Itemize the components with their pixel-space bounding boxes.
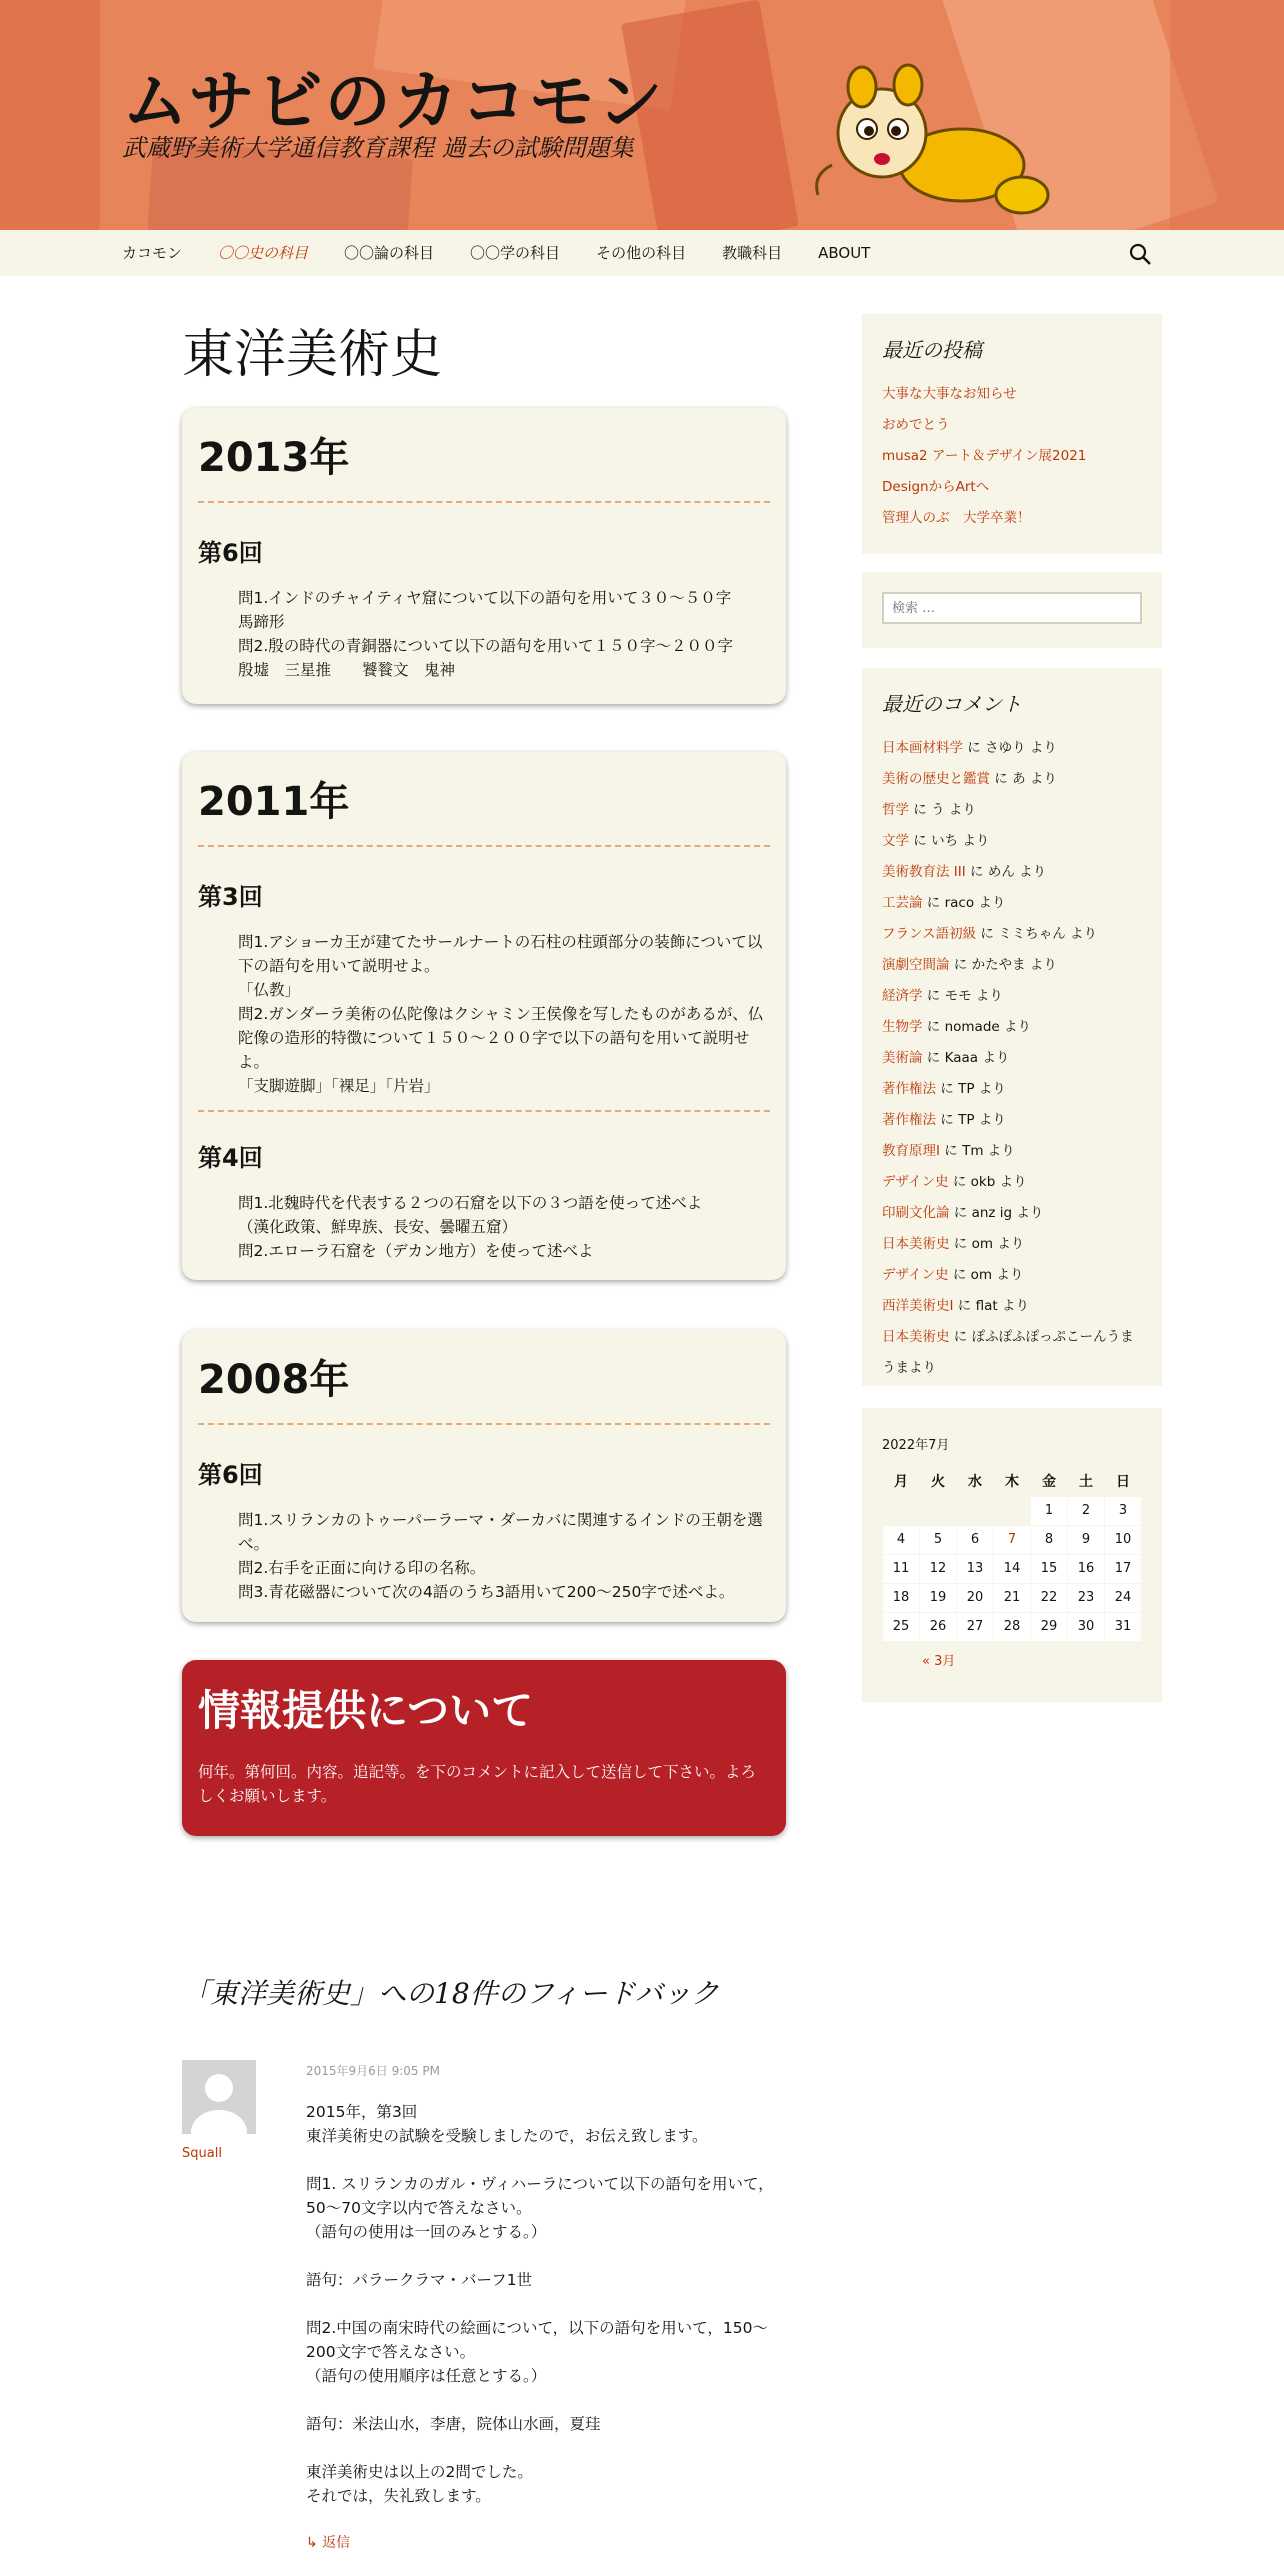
header-book-cover — [1170, 0, 1284, 230]
comment-line: 東洋美術史の試験を受験しましたので，お伝え致します。 — [306, 2127, 708, 2145]
calendar-day: 31 — [1105, 1612, 1142, 1641]
comment-blank-line — [306, 2388, 792, 2412]
calendar-day: 4 — [883, 1525, 920, 1554]
exam-session — [198, 503, 770, 682]
recent-comment-meta — [923, 1019, 1032, 1035]
question-line: （漢化政策、鮮卑族、長安、曇曜五窟） — [238, 1218, 518, 1236]
recent-comment-post-link[interactable]: 日本美術史 — [882, 1236, 950, 1252]
question-list — [198, 930, 770, 1098]
calendar-day: 24 — [1105, 1583, 1142, 1612]
question-line: 問2.エローラ石窟を（デカン地方）を使って述べよ — [238, 1242, 594, 1260]
calendar-day — [957, 1496, 994, 1525]
comment-line: 語句：パラークラマ・バーフ1世 — [306, 2271, 533, 2289]
exam-session — [198, 1425, 770, 1604]
recent-comment-meta — [936, 1081, 1006, 1097]
comment-line: 問1. スリランカのガル・ヴィハーラについて以下の語句を用いて，50〜70文字以内で答えなさい。 — [306, 2175, 774, 2217]
recent-comment-item — [882, 1167, 1142, 1198]
calendar-day — [994, 1496, 1031, 1525]
recent-comment-post-link[interactable]: 生物学 — [882, 1019, 923, 1035]
recent-comment-post-link[interactable]: 哲学 — [882, 802, 909, 818]
recent-comment-item — [882, 888, 1142, 919]
recent-comment-post-link[interactable]: 美術論 — [882, 1050, 923, 1066]
recent-comment-author: Kaaa — [944, 1050, 979, 1066]
question-line: 問1.スリランカのトゥーパーラーマ・ダーカバに関連するインドの王朝を選べ。 — [238, 1511, 763, 1553]
calendar-day: 10 — [1105, 1525, 1142, 1554]
recent-post-link[interactable]: DesignからArtへ — [882, 479, 990, 495]
question-line: 問2.ガンダーラ美術の仏陀像はクシャミン王侯像を写したものがあるが、仏陀像の造形的特徴について１５０～２００字で以下の語句を用いて説明せよ。 — [238, 1005, 764, 1071]
recent-comment-author: om — [970, 1267, 993, 1283]
recent-comment-connector: に — [953, 957, 968, 973]
calendar-day: 16 — [1068, 1554, 1105, 1583]
card-year: 2011年 — [198, 770, 770, 847]
calendar-day: 13 — [957, 1554, 994, 1583]
recent-comment-connector: に — [953, 1329, 968, 1345]
recent-comment-author: TP — [958, 1081, 975, 1097]
recent-comment-item — [882, 1322, 1142, 1384]
recent-comment-post-link[interactable]: 文学 — [882, 833, 909, 849]
nav-item[interactable]: ABOUT — [818, 244, 871, 262]
calendar-week — [883, 1554, 1142, 1583]
recent-comment-author: anz ig — [971, 1205, 1013, 1221]
calendar-weekday: 月 — [894, 1474, 908, 1491]
question-list — [198, 1191, 770, 1263]
recent-comment-post-link[interactable]: デザイン史 — [882, 1267, 949, 1283]
recent-comment-post-link[interactable]: 著作権法 — [882, 1112, 936, 1128]
site-title[interactable]: ムサビのカコモン — [122, 63, 665, 140]
recent-comment-meta — [966, 864, 1046, 880]
calendar-weekday: 木 — [1005, 1474, 1019, 1491]
recent-comment-suffix: より — [982, 1050, 1010, 1066]
nav-item[interactable]: 教職科目 — [722, 244, 783, 262]
comments-title: 「東洋美術史」への18件のフィードバック — [182, 1977, 719, 2010]
recent-posts-title: 最近の投稿 — [882, 338, 982, 362]
calendar-day: 19 — [920, 1583, 957, 1612]
calendar-weekday: 火 — [931, 1474, 945, 1491]
calendar-prev-month-link[interactable]: « 3月 — [922, 1653, 956, 1669]
recent-comment-author: う — [931, 802, 945, 818]
recent-comment-author: nomade — [944, 1019, 1000, 1035]
exam-session — [198, 1110, 770, 1263]
question-line: 「仏教」 — [238, 981, 301, 999]
site-description: 武蔵野美術大学通信教育課程 過去の試験問題集 — [122, 134, 634, 162]
nav-menu — [104, 230, 888, 276]
main-navigation — [0, 230, 1284, 276]
calendar-day: 21 — [994, 1583, 1031, 1612]
recent-comment-meta — [976, 926, 1097, 942]
recent-post-link[interactable]: おめでとう — [882, 417, 950, 433]
recent-comment-suffix: より — [987, 1143, 1015, 1159]
info-body: 何年。第何回。内容。追記等。を下のコメントに記入して送信して下さい。よろしくお願いします。 — [198, 1763, 757, 1805]
recent-comment-item — [882, 1105, 1142, 1136]
recent-comment-author: いち — [931, 833, 959, 849]
recent-comment-suffix: より — [1019, 864, 1047, 880]
question-line: 問1.アショーカ王が建てたサールナートの石柱の柱頭部分の装飾について以下の語句を用いて説明せよ。 — [238, 933, 763, 975]
calendar-day: 8 — [1031, 1525, 1068, 1554]
question-line: 問2.右手を正面に向ける印の名称。 — [238, 1559, 486, 1577]
nav-item[interactable]: 〇〇学の科目 — [470, 244, 561, 262]
calendar-week — [883, 1612, 1142, 1641]
recent-comments-title: 最近のコメント — [882, 692, 1022, 716]
recent-comment-suffix: より — [1004, 1019, 1032, 1035]
recent-comment-meta — [936, 1112, 1006, 1128]
recent-post-link[interactable]: 管理人のぶ 大学卒業！ — [882, 510, 1031, 526]
info-title: 情報提供について — [198, 1686, 534, 1735]
recent-comment-post-link[interactable]: 演劇空間論 — [882, 957, 950, 973]
recent-comment-author: flat — [975, 1298, 998, 1314]
recent-comment-item — [882, 733, 1142, 764]
recent-comment-meta — [949, 1174, 1027, 1190]
comment-line: それでは，失礼致します。 — [306, 2487, 491, 2505]
recent-comment-author: okb — [970, 1174, 996, 1190]
recent-comment-author: TP — [958, 1112, 975, 1128]
header-book-cover — [0, 0, 100, 230]
calendar-day: 3 — [1105, 1496, 1142, 1525]
recent-comment-item — [882, 857, 1142, 888]
recent-post-link[interactable]: musa2 アート＆デザイン展2021 — [882, 448, 1087, 464]
recent-comment-suffix: より — [948, 802, 976, 818]
calendar-days — [883, 1496, 1142, 1641]
calendar-day: 18 — [883, 1583, 920, 1612]
recent-comment-item — [882, 1291, 1142, 1322]
recent-comment-suffix: より — [978, 1112, 1006, 1128]
question-line: 殷墟 三星推 饕餮文 鬼神 — [238, 661, 456, 679]
recent-comment-connector: に — [926, 1050, 941, 1066]
mascot-flying-squirrel-icon — [812, 55, 1052, 225]
site-header — [0, 0, 1284, 230]
recent-comment-post-link[interactable]: 西洋美術史Ⅰ — [882, 1298, 954, 1314]
info-box — [182, 1660, 786, 1836]
recent-comment-author: モモ — [944, 988, 972, 1004]
question-line: 馬蹄形 — [238, 613, 285, 631]
calendar-day: 20 — [957, 1583, 994, 1612]
calendar-weekday: 土 — [1079, 1474, 1093, 1491]
recent-comment-author: raco — [944, 895, 975, 911]
calendar-weekday: 水 — [968, 1474, 982, 1491]
calendar-day: 6 — [957, 1525, 994, 1554]
exam-session — [198, 847, 770, 1098]
recent-comment-item — [882, 919, 1142, 950]
comment-body — [306, 2100, 792, 2508]
recent-comment-author: om — [971, 1236, 994, 1252]
page-title: 東洋美術史 — [182, 325, 443, 385]
recent-comment-connector: に — [926, 988, 941, 1004]
question-list — [198, 1508, 770, 1604]
calendar-weekdays — [883, 1467, 1142, 1496]
calendar-day: 30 — [1068, 1612, 1105, 1641]
recent-comment-meta — [923, 895, 1006, 911]
question-line: 問1.北魏時代を代表する２つの石窟を以下の３つ語を使って述べよ — [238, 1194, 703, 1212]
comment-line: （語句の使用順序は任意とする。） — [306, 2367, 547, 2385]
comment-line: 東洋美術史は以上の2問でした。 — [306, 2463, 533, 2481]
calendar-day: 15 — [1031, 1554, 1068, 1583]
recent-comment-suffix: より — [962, 833, 990, 849]
recent-comment-suffix: より — [1029, 957, 1057, 973]
recent-comments-widget — [862, 668, 1162, 1386]
recent-comment-connector: に — [944, 1143, 958, 1159]
calendar-weekday: 日 — [1116, 1474, 1130, 1491]
recent-comment-author: ぽふぽふぽっぷこーんうまうまより — [882, 1329, 1134, 1376]
calendar-weekday: 金 — [1042, 1474, 1056, 1491]
question-line: 問1.インドのチャイティヤ窟について以下の語句を用いて３０～５０字 — [238, 589, 732, 607]
recent-comment-suffix: より — [1001, 1298, 1029, 1314]
recent-comment-item — [882, 1198, 1142, 1229]
comment-date[interactable]: 2015年9月6日 9:05 PM — [306, 2064, 440, 2078]
recent-comment-connector: に — [913, 802, 927, 818]
recent-posts-list — [882, 379, 1142, 534]
question-line: 問3.青花磁器について次の4語のうち3語用いて200～250字で述べよ。 — [238, 1583, 735, 1601]
recent-comment-post-link[interactable]: 著作権法 — [882, 1081, 936, 1097]
recent-comment-post-link[interactable]: 印刷文化論 — [882, 1205, 950, 1221]
recent-comment-connector: に — [953, 1205, 968, 1221]
recent-comment-item — [882, 826, 1142, 857]
comment-blank-line — [306, 2292, 792, 2316]
calendar-day: 29 — [1031, 1612, 1068, 1641]
session-title: 第6回 — [198, 539, 263, 567]
recent-comment-post-link[interactable]: 工芸論 — [882, 895, 923, 911]
recent-comment-suffix: より — [996, 1267, 1024, 1283]
recent-comment-suffix: より — [1016, 1205, 1044, 1221]
recent-comment-post-link[interactable]: デザイン史 — [882, 1174, 949, 1190]
session-title: 第6回 — [198, 1461, 263, 1489]
recent-comment-suffix: より — [978, 1081, 1006, 1097]
recent-posts-widget — [862, 314, 1162, 554]
exam-card — [182, 752, 786, 1280]
avatar — [182, 2060, 256, 2134]
recent-comment-meta — [990, 771, 1057, 787]
recent-comment-post-link[interactable]: 日本画材料学 — [882, 740, 963, 756]
recent-comment-connector: に — [953, 1236, 968, 1252]
calendar-day: 2 — [1068, 1496, 1105, 1525]
recent-comment-item — [882, 795, 1142, 826]
reply-link[interactable] — [306, 2532, 350, 2552]
recent-comment-post-link[interactable]: フランス語初級 — [882, 926, 977, 942]
calendar-day: 11 — [883, 1554, 920, 1583]
recent-comment-post-link[interactable]: 教育原理Ⅰ — [882, 1143, 940, 1159]
recent-comment-meta — [950, 1236, 1025, 1252]
calendar-day[interactable]: 7 — [994, 1525, 1031, 1554]
recent-comment-meta — [950, 1205, 1044, 1221]
recent-comment-item — [882, 1260, 1142, 1291]
recent-comment-item — [882, 1074, 1142, 1105]
comment-blank-line — [306, 2244, 792, 2268]
comment-author[interactable]: Squall — [182, 2146, 222, 2161]
comment-line: 2015年，第3回 — [306, 2103, 418, 2121]
recent-comment-meta — [953, 1298, 1028, 1314]
recent-comment-item — [882, 1012, 1142, 1043]
recent-comment-author: あ — [1012, 771, 1026, 787]
recent-comment-item — [882, 981, 1142, 1012]
calendar-week — [883, 1496, 1142, 1525]
recent-comment-suffix: より — [1070, 926, 1097, 942]
calendar-day: 23 — [1068, 1583, 1105, 1612]
search-widget — [862, 572, 1162, 648]
recent-comment-author: めん — [987, 864, 1015, 880]
recent-comments-list — [882, 733, 1142, 1384]
search-input[interactable] — [882, 592, 1142, 624]
recent-comment-meta — [940, 1143, 1015, 1159]
recent-comment-connector: に — [994, 771, 1008, 787]
recent-comment-meta — [923, 988, 1003, 1004]
recent-comment-connector: に — [940, 1081, 954, 1097]
recent-comment-meta — [923, 1050, 1010, 1066]
reply-label: 返信 — [322, 2535, 351, 2551]
comment-blank-line — [306, 2148, 792, 2172]
calendar-table — [882, 1467, 1142, 1642]
recent-comment-connector: に — [926, 895, 941, 911]
calendar-day: 25 — [883, 1612, 920, 1641]
comment-line: 問2.中国の南宋時代の絵画について，以下の語句を用いて，150〜200文字で答えなさい。 — [306, 2319, 768, 2361]
calendar-day — [883, 1496, 920, 1525]
recent-comment-post-link[interactable]: 美術の歴史と鑑賞 — [882, 771, 990, 787]
recent-comment-suffix: より — [1029, 740, 1057, 756]
recent-comment-post-link[interactable]: 日本美術史 — [882, 1329, 950, 1345]
recent-comment-author: Tm — [962, 1143, 984, 1159]
recent-comment-item — [882, 764, 1142, 795]
comment-blank-line — [306, 2436, 792, 2460]
recent-comment-author: かたやま — [971, 957, 1026, 973]
nav-item[interactable]: 〇〇史の科目 — [218, 244, 309, 262]
recent-comment-connector: に — [913, 833, 927, 849]
default-avatar-icon — [182, 2060, 256, 2134]
calendar-day: 28 — [994, 1612, 1031, 1641]
comment-line: （語句の使用は一回のみとする。） — [306, 2223, 547, 2241]
calendar-day: 12 — [920, 1554, 957, 1583]
recent-comment-meta — [949, 1267, 1024, 1283]
calendar-day: 17 — [1105, 1554, 1142, 1583]
calendar-day: 1 — [1031, 1496, 1068, 1525]
calendar-day: 5 — [920, 1525, 957, 1554]
calendar-day — [920, 1496, 957, 1525]
calendar-week — [883, 1525, 1142, 1554]
recent-comment-suffix: より — [1029, 771, 1057, 787]
nav-item[interactable]: カコモン — [122, 244, 183, 262]
recent-comment-meta — [909, 802, 976, 818]
recent-comment-connector: に — [940, 1112, 954, 1128]
exam-card — [182, 408, 786, 704]
session-title: 第3回 — [198, 883, 263, 911]
recent-comment-connector: に — [967, 740, 981, 756]
calendar-widget — [862, 1408, 1162, 1702]
nav-item[interactable]: 〇〇論の科目 — [344, 244, 435, 262]
recent-comment-meta — [950, 957, 1057, 973]
recent-comment-suffix: より — [997, 1236, 1025, 1252]
question-line: 「支脚遊脚」「裸足」「片岩」 — [238, 1077, 440, 1095]
recent-comment-item — [882, 950, 1142, 981]
question-line: 問2.殷の時代の青銅器について以下の語句を用いて１５０字～２００字 — [238, 637, 733, 655]
exam-card — [182, 1330, 786, 1622]
calendar-day: 26 — [920, 1612, 957, 1641]
recent-comment-connector: に — [980, 926, 994, 942]
recent-comment-author: ミミちゃん — [998, 926, 1066, 942]
recent-post-link[interactable]: 大事な大事なお知らせ — [882, 386, 1017, 402]
card-year: 2013年 — [198, 426, 770, 503]
calendar-day: 27 — [957, 1612, 994, 1641]
calendar-day: 9 — [1068, 1525, 1105, 1554]
recent-comment-connector: に — [926, 1019, 941, 1035]
recent-comment-item — [882, 1136, 1142, 1167]
recent-comment-post-link[interactable]: 経済学 — [882, 988, 923, 1004]
recent-comment-suffix: より — [978, 895, 1006, 911]
calendar-caption: 2022年7月 — [882, 1438, 950, 1453]
search-icon[interactable] — [1128, 242, 1152, 266]
recent-comment-meta — [963, 740, 1057, 756]
recent-comment-connector: に — [952, 1174, 967, 1190]
session-title: 第4回 — [198, 1144, 263, 1172]
recent-comment-suffix: より — [975, 988, 1003, 1004]
calendar-day: 14 — [994, 1554, 1031, 1583]
calendar-week — [883, 1583, 1142, 1612]
recent-comment-connector: に — [957, 1298, 972, 1314]
recent-comment-suffix: より — [999, 1174, 1027, 1190]
recent-comment-item — [882, 1229, 1142, 1260]
recent-comment-connector: に — [952, 1267, 967, 1283]
recent-comment-post-link[interactable]: 美術教育法 III — [882, 864, 966, 880]
recent-comment-author: さゆり — [985, 740, 1026, 756]
comment-line: 語句：米法山水，李唐，院体山水画，夏珪 — [306, 2415, 601, 2433]
question-list — [198, 586, 770, 682]
card-year: 2008年 — [198, 1348, 770, 1425]
recent-comment-connector: に — [970, 864, 984, 880]
recent-comment-meta — [909, 833, 989, 849]
recent-comment-item — [882, 1043, 1142, 1074]
reply-arrow-icon: ↳ — [306, 2535, 323, 2551]
nav-item[interactable]: その他の科目 — [596, 244, 687, 262]
calendar-day: 22 — [1031, 1583, 1068, 1612]
